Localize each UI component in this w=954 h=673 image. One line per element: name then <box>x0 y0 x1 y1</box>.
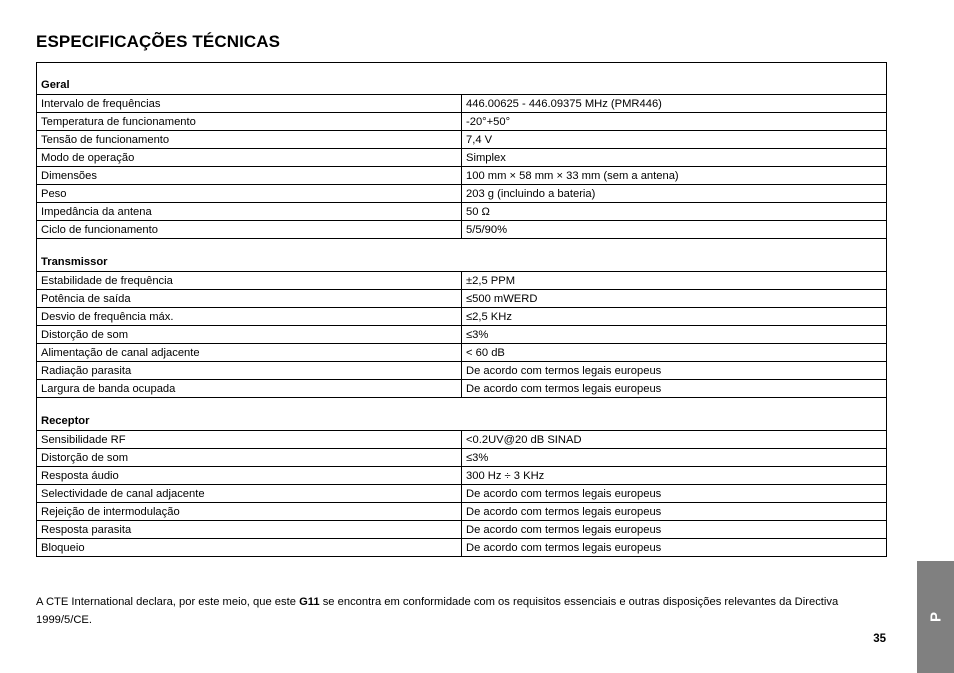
table-row <box>37 272 887 290</box>
table-row <box>37 431 887 449</box>
spec-label: Selectividade de canal adjacente <box>37 485 462 503</box>
spec-label: Peso <box>37 185 462 203</box>
spec-value: ≤3% <box>462 449 887 467</box>
spec-value: De acordo com termos legais europeus <box>462 380 887 398</box>
table-row <box>37 521 887 539</box>
spec-label: Radiação parasita <box>37 362 462 380</box>
spec-value: ≤3% <box>462 326 887 344</box>
table-row <box>37 344 887 362</box>
page-number: 35 <box>873 633 886 645</box>
page-title: ESPECIFICAÇÕES TÉCNICAS <box>36 32 281 51</box>
spec-label: Modo de operação <box>37 149 462 167</box>
table-row <box>37 362 887 380</box>
section-heading: Receptor <box>37 398 887 431</box>
table-row <box>37 308 887 326</box>
spec-value: De acordo com termos legais europeus <box>462 362 887 380</box>
spec-label: Alimentação de canal adjacente <box>37 344 462 362</box>
spec-value: De acordo com termos legais europeus <box>462 521 887 539</box>
spec-value: 300 Hz ÷ 3 KHz <box>462 467 887 485</box>
spec-value: ±2,5 PPM <box>462 272 887 290</box>
declaration-model: G11 <box>299 596 320 608</box>
table-row <box>37 539 887 557</box>
table-row <box>37 113 887 131</box>
spec-label: Intervalo de frequências <box>37 95 462 113</box>
spec-value: Simplex <box>462 149 887 167</box>
conformity-declaration <box>36 594 896 629</box>
spec-value: 100 mm × 58 mm × 33 mm (sem a antena) <box>462 167 887 185</box>
spec-label: Impedância da antena <box>37 203 462 221</box>
section-header-row <box>37 398 887 431</box>
spec-label: Resposta áudio <box>37 467 462 485</box>
spec-label: Largura de banda ocupada <box>37 380 462 398</box>
spec-value: ≤500 mWERD <box>462 290 887 308</box>
spec-label: Sensibilidade RF <box>37 431 462 449</box>
spec-label: Tensão de funcionamento <box>37 131 462 149</box>
spec-label: Potência de saída <box>37 290 462 308</box>
declaration-text-end: se encontra em conformidade com os requisitos essenciais e outras disposições relevantes da Directiva 1999/5/CE. <box>36 596 839 626</box>
spec-value: ≤2,5 KHz <box>462 308 887 326</box>
spec-table <box>36 62 887 557</box>
table-row <box>37 95 887 113</box>
table-row <box>37 503 887 521</box>
table-row <box>37 326 887 344</box>
table-row <box>37 131 887 149</box>
section-header-row <box>37 63 887 95</box>
spec-value: De acordo com termos legais europeus <box>462 503 887 521</box>
spec-label: Rejeição de intermodulação <box>37 503 462 521</box>
table-row <box>37 449 887 467</box>
spec-label: Dimensões <box>37 167 462 185</box>
spec-value: De acordo com termos legais europeus <box>462 539 887 557</box>
spec-value: <0.2UV@20 dB SINAD <box>462 431 887 449</box>
spec-value: 50 Ω <box>462 203 887 221</box>
spec-label: Estabilidade de frequência <box>37 272 462 290</box>
language-side-tab <box>917 561 954 673</box>
table-row <box>37 203 887 221</box>
table-row <box>37 185 887 203</box>
section-heading: Geral <box>37 63 887 95</box>
spec-label: Resposta parasita <box>37 521 462 539</box>
spec-label: Temperatura de funcionamento <box>37 113 462 131</box>
spec-label: Desvio de frequência máx. <box>37 308 462 326</box>
section-heading: Transmissor <box>37 239 887 272</box>
spec-value: 203 g (incluindo a bateria) <box>462 185 887 203</box>
spec-value: 446.00625 - 446.09375 MHz (PMR446) <box>462 95 887 113</box>
spec-label: Bloqueio <box>37 539 462 557</box>
table-row <box>37 290 887 308</box>
table-row <box>37 485 887 503</box>
spec-label: Ciclo de funcionamento <box>37 221 462 239</box>
table-row <box>37 167 887 185</box>
section-header-row <box>37 239 887 272</box>
spec-value: -20°+50° <box>462 113 887 131</box>
spec-label: Distorção de som <box>37 326 462 344</box>
table-row <box>37 467 887 485</box>
declaration-text-start: A CTE International declara, por este meio, que este <box>36 596 300 608</box>
side-tab-letter: P <box>927 611 944 623</box>
table-row <box>37 380 887 398</box>
table-row <box>37 221 887 239</box>
spec-label: Distorção de som <box>37 449 462 467</box>
spec-value: < 60 dB <box>462 344 887 362</box>
table-row <box>37 149 887 167</box>
spec-value: De acordo com termos legais europeus <box>462 485 887 503</box>
spec-value: 5/5/90% <box>462 221 887 239</box>
spec-value: 7,4 V <box>462 131 887 149</box>
